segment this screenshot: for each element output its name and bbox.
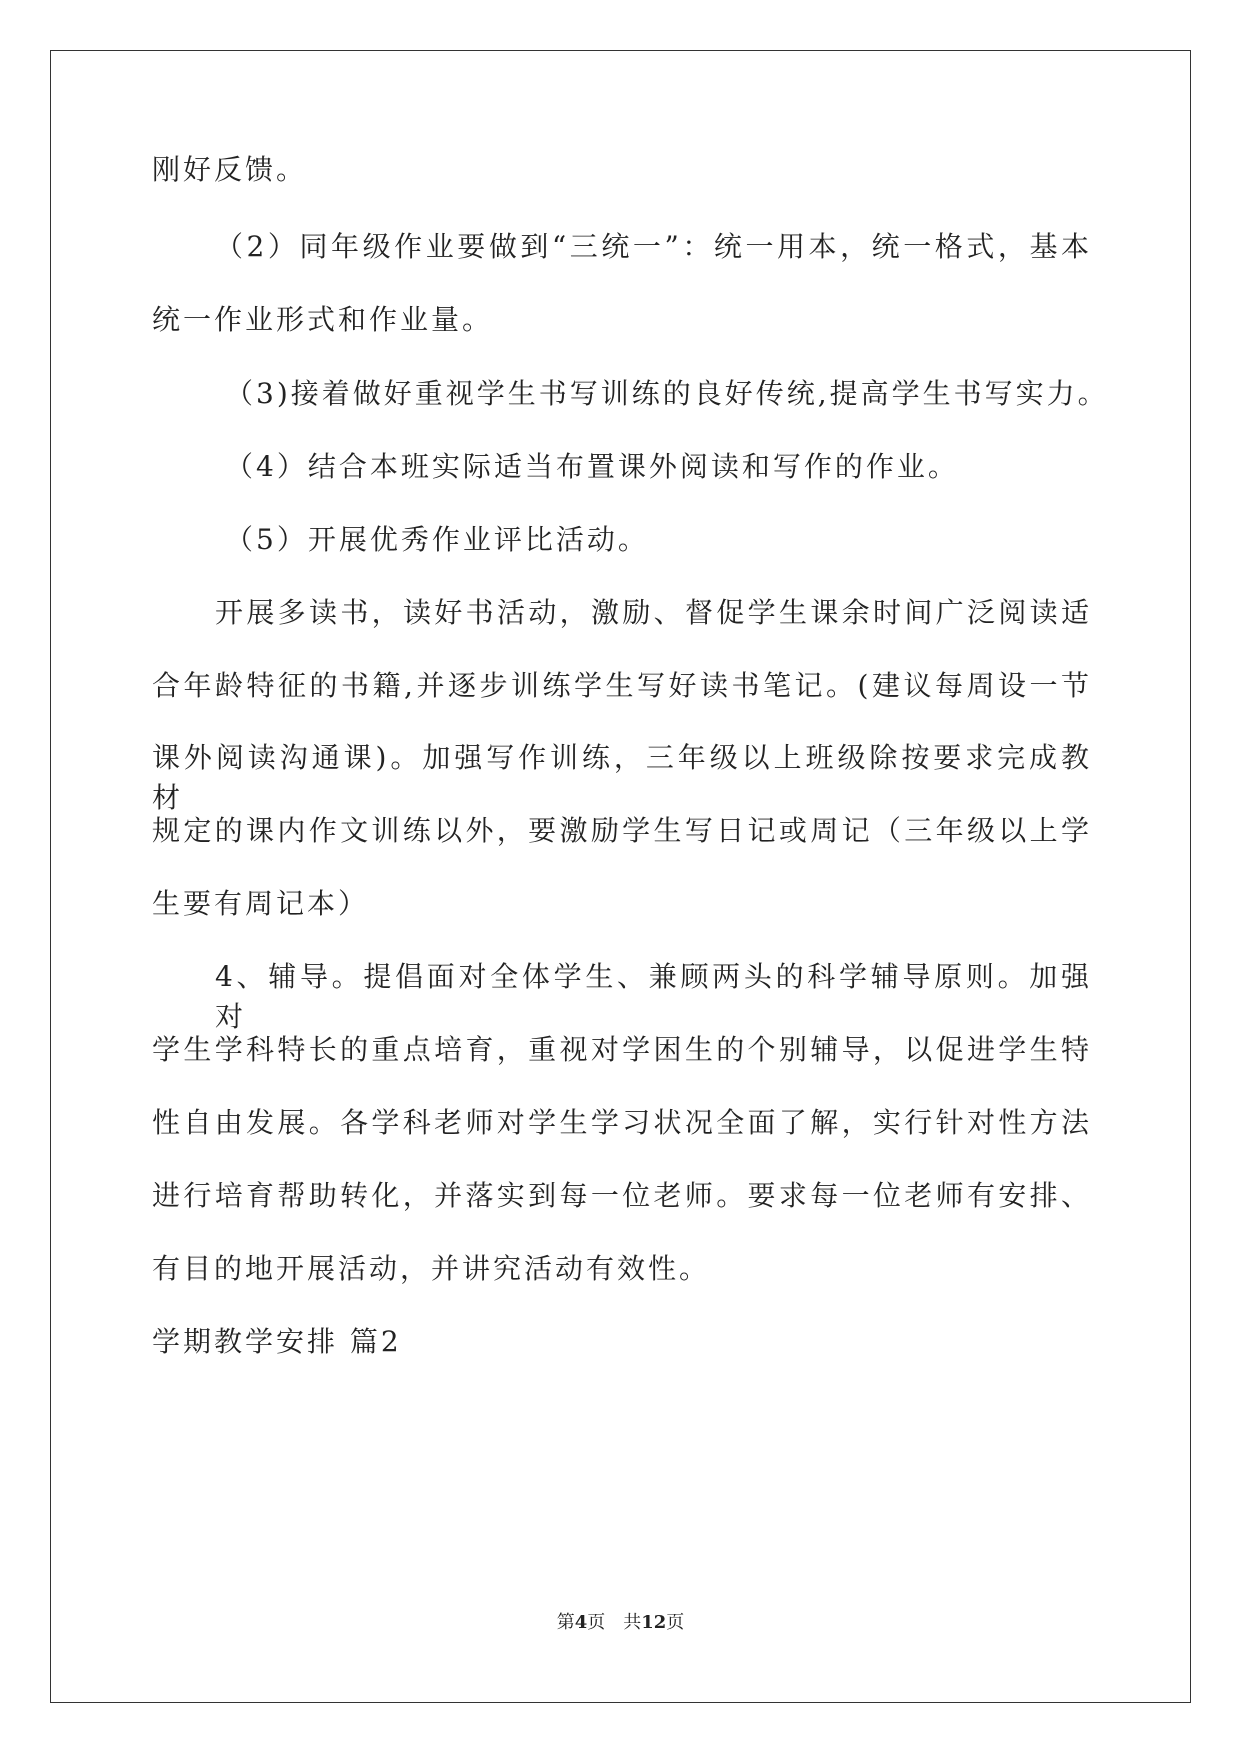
page-footer	[0, 1608, 1241, 1634]
text-line: 学生学科特长的重点培育，重视对学困生的个别辅导，以促进学生特	[152, 1033, 1092, 1066]
text-line: 刚好反馈。	[152, 153, 308, 186]
section-heading: 学期教学安排 篇2	[152, 1325, 402, 1358]
text-line: 生要有周记本）	[152, 887, 370, 920]
text-line: （4）结合本班实际适当布置课外阅读和写作的作业。	[225, 450, 959, 483]
text-line: 开展多读书，读好书活动，激励、督促学生课余时间广泛阅读适	[215, 596, 1092, 629]
page-current: 4	[574, 1612, 588, 1633]
text-line: 合年龄特征的书籍,并逐步训练学生写好读书笔记。(建议每周设一节	[152, 669, 1092, 702]
text-line: 课外阅读沟通课)。加强写作训练，三年级以上班级除按要求完成教材	[152, 741, 1092, 814]
text-line: （5）开展优秀作业评比活动。	[225, 523, 649, 556]
text-line: 进行培育帮助转化，并落实到每一位老师。要求每一位老师有安排、	[152, 1179, 1092, 1212]
text-line: 4、辅导。提倡面对全体学生、兼顾两头的科学辅导原则。加强对	[215, 960, 1092, 1033]
text-line: 统一作业形式和作业量。	[152, 303, 494, 336]
text-line: （3)接着做好重视学生书写训练的良好传统,提高学生书写实力。	[225, 377, 1109, 410]
page-total: 12	[641, 1612, 667, 1633]
text-line: 性自由发展。各学科老师对学生学习状况全面了解，实行针对性方法	[152, 1106, 1092, 1139]
text-line: 有目的地开展活动，并讲究活动有效性。	[152, 1252, 711, 1285]
text-line: （2）同年级作业要做到“三统一”：统一用本，统一格式，基本	[215, 230, 1092, 263]
total-suffix: 页	[666, 1612, 685, 1633]
page-prefix: 第	[556, 1612, 575, 1633]
page-border	[50, 50, 1191, 1703]
total-prefix: 共	[623, 1612, 642, 1633]
text-line: 规定的课内作文训练以外，要激励学生写日记或周记（三年级以上学	[152, 814, 1092, 847]
page-suffix: 页	[587, 1612, 606, 1633]
